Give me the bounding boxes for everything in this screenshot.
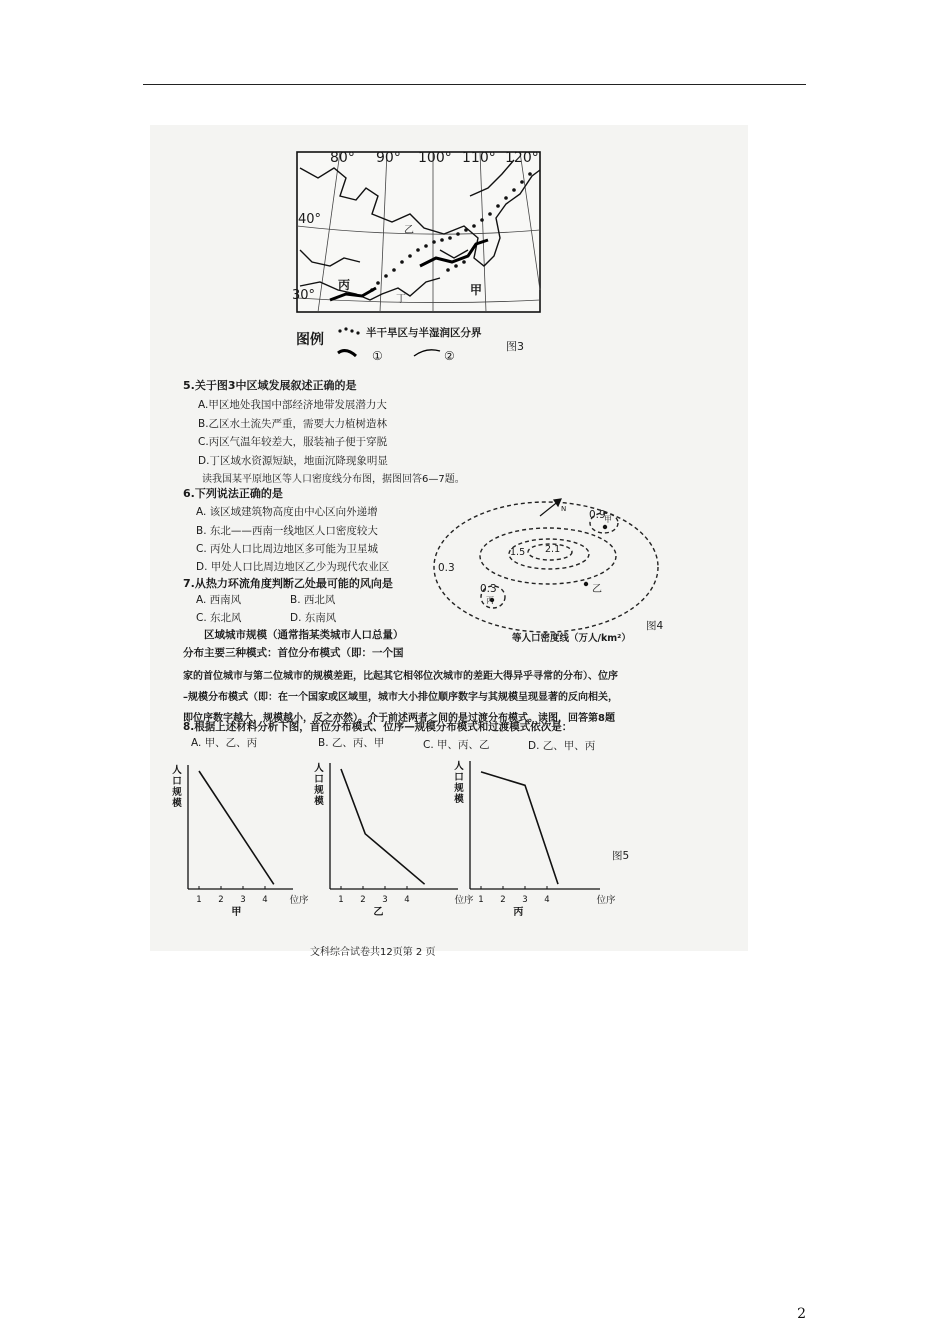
map-legend-boundary: 半干旱区与半湿润区分界 — [366, 327, 482, 339]
ylabel-char-1-2: 规 — [314, 785, 324, 796]
q7-option-c: C. 东北风 — [196, 612, 242, 624]
map-latitude-30: 30° — [292, 288, 316, 303]
panel-name-1: 乙 — [373, 907, 384, 918]
ylabel-char-2-0: 人 — [454, 761, 464, 772]
tick-label-2-2: 3 — [522, 895, 528, 905]
q7-stem: 7.从热力环流角度判断乙处最可能的风向是 — [183, 577, 393, 590]
isoline-value-0-3-outer: 0.3 — [438, 562, 455, 574]
ylabel-char-2-1: 口 — [454, 772, 464, 783]
fig4-label-bing: 丙 — [486, 596, 494, 605]
map-longitude-80: 80° — [330, 150, 355, 166]
q5-option-c: C.丙区气温年较差大，服装袖子便于穿脱 — [198, 436, 388, 448]
map-legend-symbol-1: ① — [372, 349, 383, 363]
q5-option-d: D.丁区域水资源短缺，地面沉降现象明显 — [198, 455, 388, 467]
figure-3-caption: 图3 — [506, 340, 524, 353]
q8-stem: 8.根据上述材料分析下图，首位分布模式、位序—规模分布模式和过渡模式依次是： — [183, 721, 573, 733]
panel-name-2: 丙 — [513, 907, 524, 918]
map-longitude-100: 100° — [418, 150, 452, 166]
ylabel-char-2-2: 规 — [454, 783, 464, 794]
xlabel-1: 位序 — [454, 895, 474, 906]
tick-label-1-3: 4 — [404, 895, 410, 905]
q6-option-c: C. 丙处人口比周边地区多可能为卫星城 — [196, 543, 379, 555]
q8-option-a: A. 甲、乙、丙 — [191, 737, 258, 749]
tick-label-0-0: 1 — [196, 895, 202, 905]
tick-label-1-0: 1 — [338, 895, 344, 905]
q8-option-d: D. 乙、甲、丙 — [528, 740, 596, 752]
ylabel-char-1-1: 口 — [314, 774, 324, 785]
tick-label-1-1: 2 — [360, 895, 366, 905]
ylabel-char-1-3: 模 — [314, 796, 324, 807]
page-footer: 文科综合试卷共12页第 2 页 — [310, 947, 436, 958]
q6-option-d: D. 甲处人口比周边地区乙少为现代农业区 — [196, 561, 390, 573]
isoline-value-1-5: 1.5 — [510, 547, 526, 558]
figure-4-legend: 等人口密度线（万人/km²） — [512, 633, 631, 644]
map-legend-title: 图例 — [296, 332, 324, 348]
panel-name-0: 甲 — [231, 907, 242, 918]
rank-size-line-1 — [341, 769, 425, 884]
tick-label-2-1: 2 — [500, 895, 506, 905]
tick-label-2-3: 4 — [544, 895, 550, 905]
fig4-label-jia: 甲 — [604, 515, 612, 524]
intro-6-7: 读我国某平原地区等人口密度线分布图，据图回答6—7题。 — [202, 474, 465, 485]
map-longitude-110: 110° — [462, 150, 496, 166]
q6-option-b: B. 东北——西南一线地区人口密度较大 — [196, 525, 378, 537]
figure-5-caption: 图5 — [612, 850, 630, 862]
tick-label-0-1: 2 — [218, 895, 224, 905]
map-region-ding: 丁 — [396, 294, 406, 305]
q8-option-b: B. 乙、丙、甲 — [318, 737, 385, 749]
passage-line-1: 区域城市规模（通常指某类城市人口总量） — [204, 629, 404, 641]
ylabel-char-1-0: 人 — [314, 763, 324, 774]
page-number: 2 — [797, 1306, 806, 1322]
passage-line-4: –规模分布模式（即：在一个国家或区域里，城市大小排位顺序数字与其规模呈现显著的反向相关， — [183, 692, 618, 703]
xlabel-2: 位序 — [596, 895, 616, 906]
ylabel-char-0-2: 规 — [172, 787, 182, 798]
q7-option-d: D. 东南风 — [290, 612, 337, 624]
rank-size-line-2 — [481, 772, 558, 884]
passage-line-5: 即位序数字越大，规模越小，反之亦然）。介于前述两者之间的是过渡分布模式。读图，回答第8题 — [183, 713, 615, 724]
q5-option-a: A.甲区地处我国中部经济地带发展潜力大 — [198, 399, 387, 411]
map-region-yi: 乙 — [404, 225, 414, 236]
map-longitude-90: 90° — [376, 150, 401, 166]
q5-option-b: B.乙区水土流失严重，需要大力植树造林 — [198, 418, 388, 430]
q5-stem: 5.关于图3中区域发展叙述正确的是 — [183, 379, 357, 392]
isoline-value-0-3-inner: 0.3 — [480, 583, 497, 595]
ylabel-char-0-3: 模 — [172, 798, 182, 809]
q8-option-c: C. 甲、丙、乙 — [423, 739, 490, 751]
xlabel-0: 位序 — [289, 895, 309, 906]
ylabel-char-2-3: 模 — [454, 794, 464, 805]
ylabel-char-0-1: 口 — [172, 776, 182, 787]
figure-4-caption: 图4 — [646, 620, 664, 632]
north-arrow-label: N — [561, 505, 567, 513]
passage-line-3: 家的首位城市与第二位城市的规模差距，比起其它相邻位次城市的差距大得异乎寻常的分布）、位序 — [183, 671, 618, 682]
rank-size-line-0 — [199, 771, 274, 884]
ylabel-char-0-0: 人 — [172, 765, 182, 776]
tick-label-2-0: 1 — [478, 895, 484, 905]
map-legend-symbol-2: ② — [444, 349, 455, 363]
isoline-value-0-9: 0.9 — [589, 509, 606, 521]
tick-label-0-3: 4 — [262, 895, 268, 905]
passage-line-2: 分布主要三种模式：首位分布模式（即：一个国 — [183, 647, 404, 659]
tick-label-0-2: 3 — [240, 895, 246, 905]
map-longitude-120: 120° — [505, 150, 539, 166]
map-region-jia: 甲 — [470, 283, 483, 297]
map-latitude-40: 40° — [298, 212, 322, 227]
q6-option-a: A. 该区域建筑物高度由中心区向外递增 — [196, 506, 378, 518]
map-region-bing: 丙 — [338, 278, 351, 292]
tick-label-1-2: 3 — [382, 895, 388, 905]
q7-option-a: A. 西南风 — [196, 594, 242, 606]
q7-option-b: B. 西北风 — [290, 594, 336, 606]
fig4-label-yi: 乙 — [592, 584, 602, 595]
q6-stem: 6.下列说法正确的是 — [183, 487, 283, 500]
isoline-value-2-1: 2.1 — [545, 544, 561, 555]
